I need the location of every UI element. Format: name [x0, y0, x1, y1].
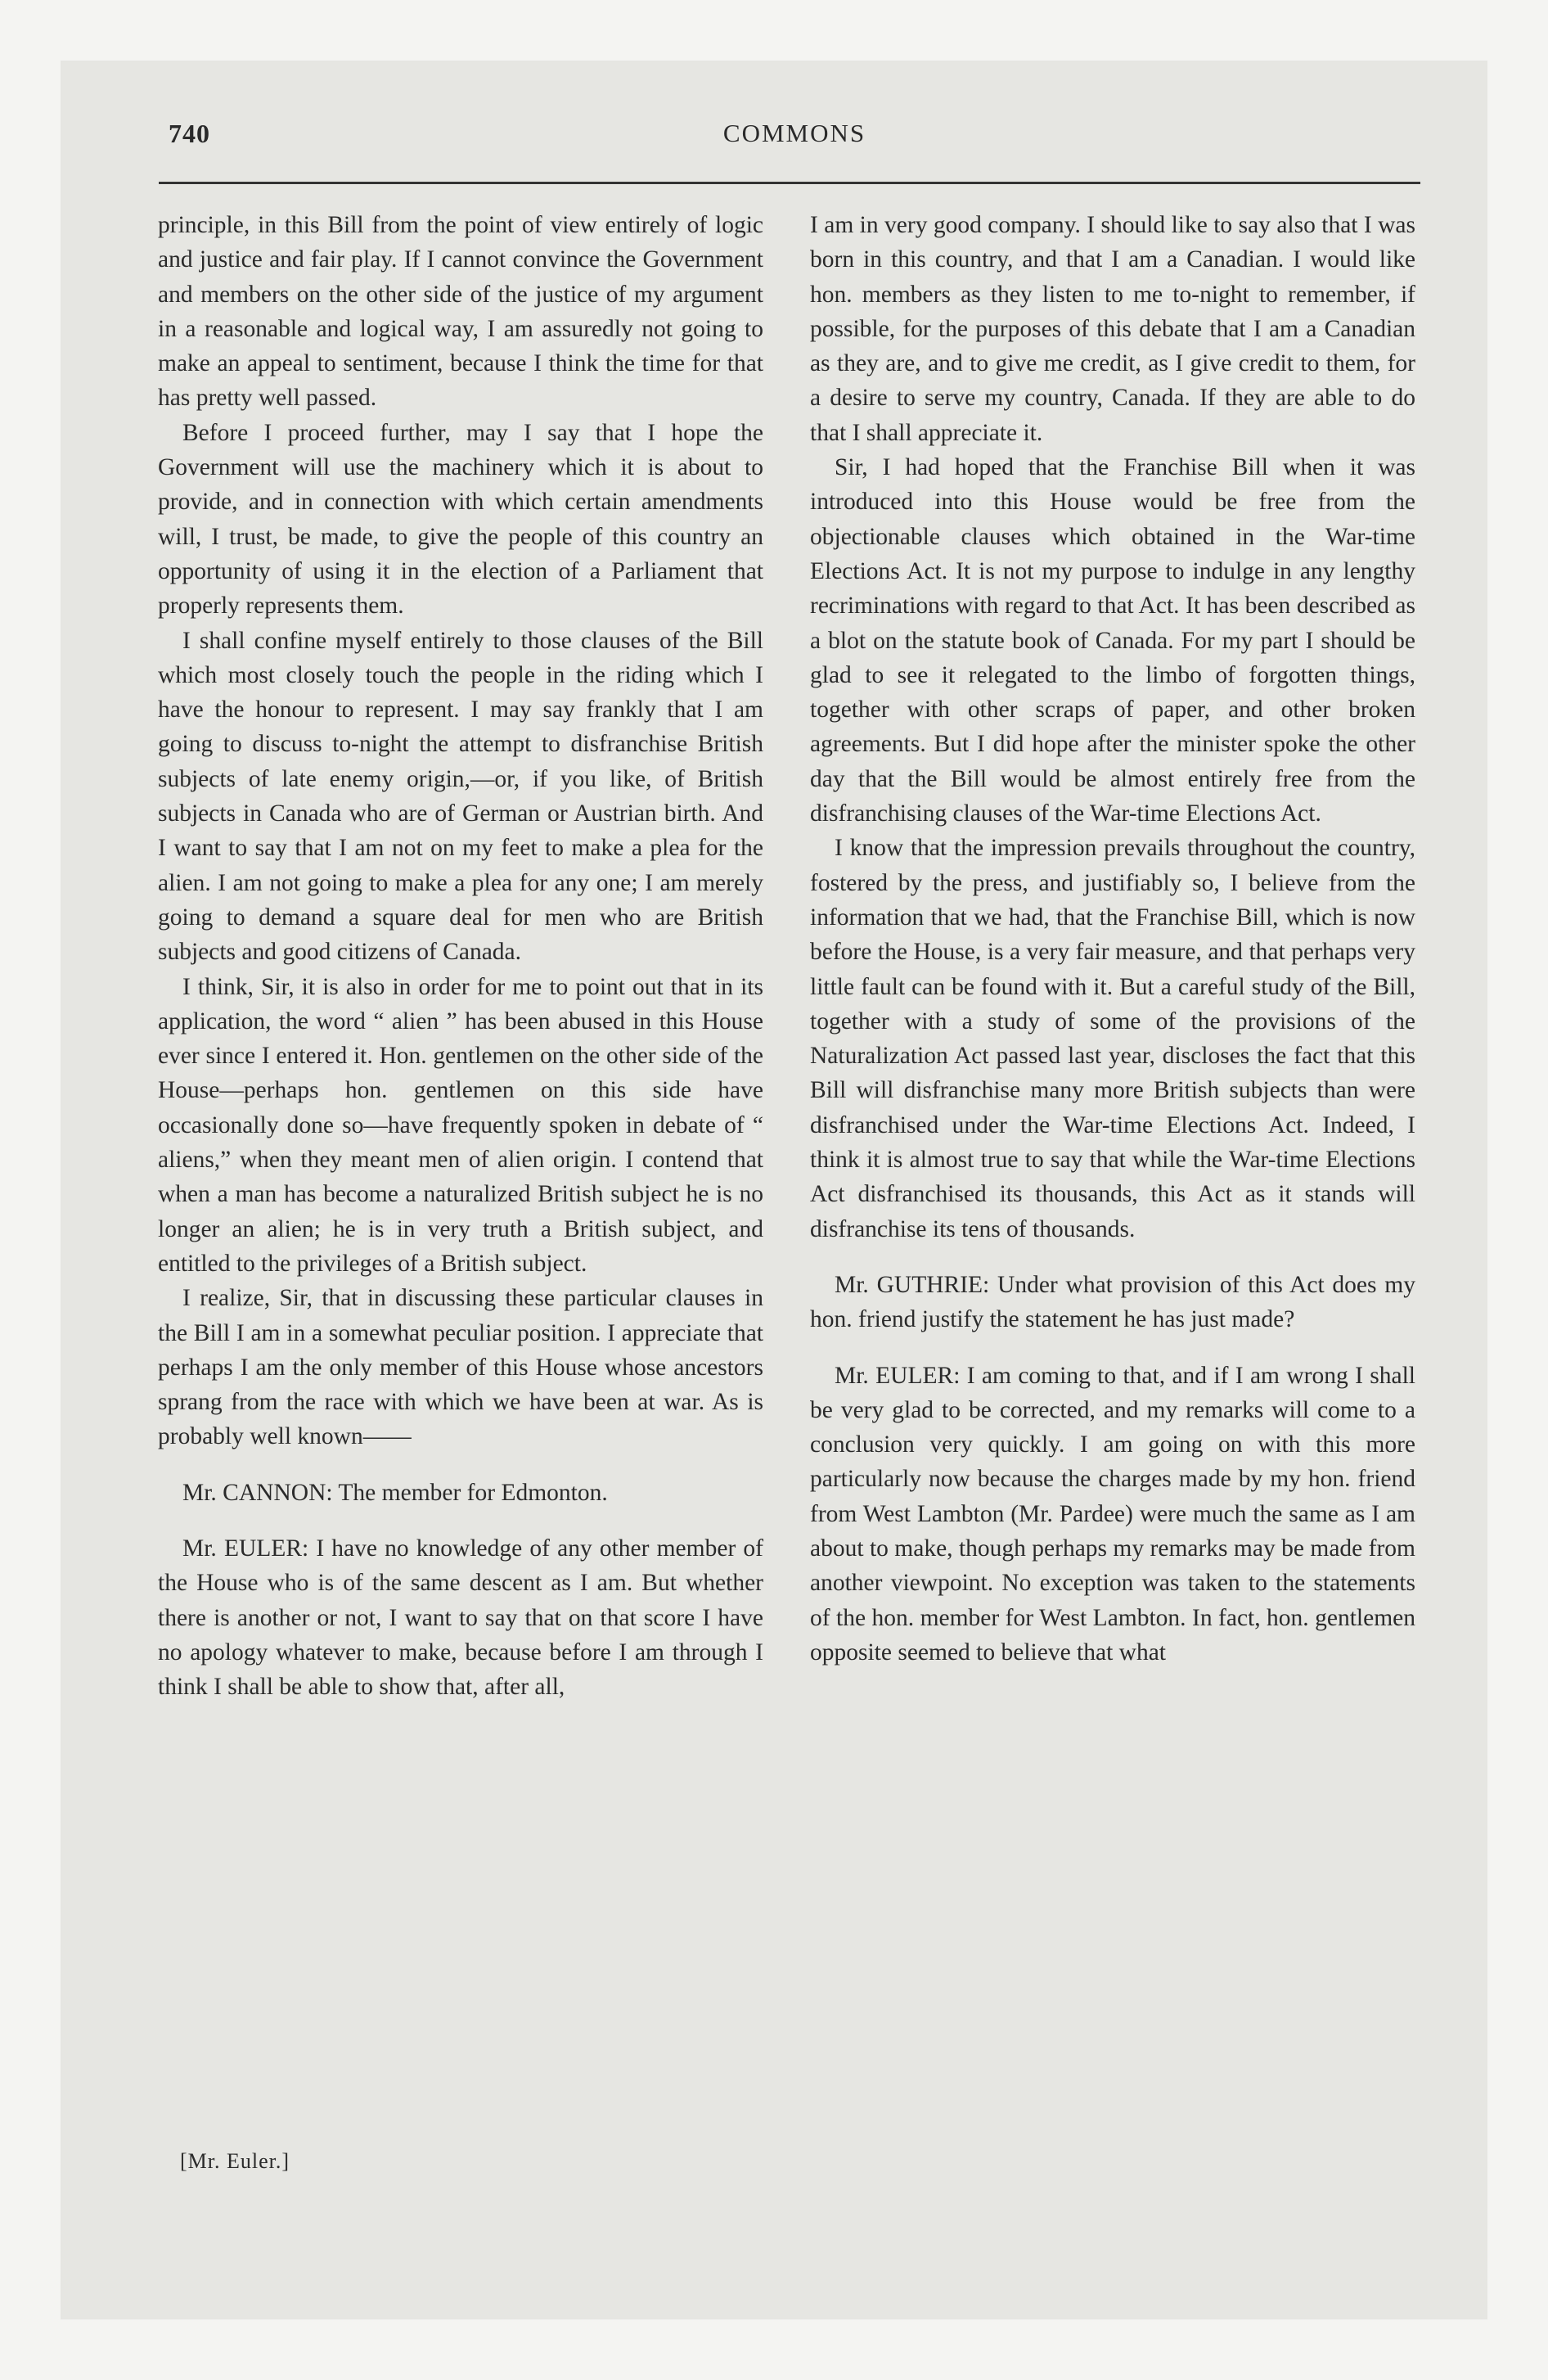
speaker-footer-note: [Mr. Euler.]	[180, 2149, 290, 2173]
speaker-paragraph: Mr. GUTHRIE: Under what provision of this Act does my hon. friend justify the statement he has just made?	[810, 1271, 1415, 1333]
paragraph: I know that the impression prevails throughout the country, fostered by the press, and justifiably so, I believe from the information that we had, that the Franchise Bill, which is now before the House, is a very fair measure, and that perhaps very little fault can be found with it. But a careful study of the Bill, together with a study of some of the provisions of the Naturalization Act passed last year, discloses the fact that this Bill will disfranchise many more British subjects than were disfranchised under the War-time Elections Act. Indeed, I think it is almost true to say that while the War-time Elections Act disfranchised its thousands, this Act as it stands will disfranchise its tens of thousands.	[810, 835, 1415, 1242]
paragraph: I am in very good company. I should like to say also that I was born in this country, and that I am a Canadian. I would like hon. members as they listen to me to-night to remember, if possible, for the purposes of this debate that I am a Canadian as they are, and to give me credit, as I give credit to them, for a desire to serve my country, Canada. If they are able to do that I shall appreciate it.	[810, 212, 1415, 446]
paragraph: I realize, Sir, that in discussing these particular clauses in the Bill I am in a somewhat peculiar position. I appreciate that perhaps I am the only member of this House whose ancestors sprang from the race with which we have been at war. As is probably well known——	[158, 1285, 763, 1450]
paragraph: Before I proceed further, may I say that I hope the Government will use the machinery which it is about to provide, and in connection with which certain amendments will, I trust, be made, to give the people of this country an opportunity of using it in the election of a Parliament that properly represents them.	[158, 419, 763, 620]
header-rule	[159, 182, 1420, 184]
speaker-paragraph: Mr. CANNON: The member for Edmonton.	[182, 1479, 608, 1506]
paragraph: I think, Sir, it is also in order for me to point out that in its application, the word “ alien ” has been abused in this House ever since I entered it. Hon. gentlemen on the other side of the House—perhaps hon. gentlemen on this side have occasionally done so—have frequently spoken in debate of “ aliens,” when they meant men of alien origin. I contend that when a man has become a naturalized British subject he is no longer an alien; he is in very truth a British subject, and entitled to the privileges of a British subject.	[158, 973, 763, 1277]
running-title: COMMONS	[722, 119, 866, 147]
left-column	[158, 208, 763, 1704]
speaker-paragraph: Mr. EULER: I am coming to that, and if I am wrong I shall be very glad to be corrected, and my remarks will come to a conclusion very quickly. I am going on with this more particularly now because the charges made by my hon. friend from West Lambton (Mr. Pardee) were much the same as I am about to make, though perhaps my remarks may be made from another viewpoint. No exception was taken to the statements of the hon. member for West Lambton. In fact, hon. gentlemen opposite seemed to believe that what	[810, 1362, 1415, 1666]
right-column	[810, 208, 1415, 1670]
paragraph: I shall confine myself entirely to those clauses of the Bill which most closely touch the people in the riding which I have the honour to represent. I may say frankly that I am going to discuss to-night the attempt to disfranchise British subjects of late enemy origin,—or, if you like, of British subjects in Canada who are of German or Austrian birth. And I want to say that I am not on my feet to make a plea for the alien. I am not going to make a plea for any one; I am merely going to demand a square deal for men who are British subjects and good citizens of Canada.	[158, 627, 763, 966]
page-header	[169, 119, 1420, 160]
page-number: 740	[169, 119, 210, 148]
speaker-paragraph: Mr. EULER: I have no knowledge of any other member of the House who is of the same descent as I am. But whether there is another or not, I want to say that on that score I have no apology whatever to make, because before I am through I think I shall be able to show that, after all,	[158, 1535, 763, 1701]
paragraph: principle, in this Bill from the point of view entirely of logic and justice and fair play. If I cannot convince the Government and members on the other side of the justice of my argument in a reasonable and logical way, I am assuredly not going to make an appeal to sentiment, because I think the time for that has pretty well passed.	[158, 212, 763, 412]
paragraph: Sir, I had hoped that the Franchise Bill when it was introduced into this House would be free from the objectionable clauses which obtained in the War-time Elections Act. It is not my purpose to indulge in any lengthy recriminations with regard to that Act. It has been described as a blot on the statute book of Canada. For my part I should be glad to see it relegated to the limbo of forgotten things, together with other scraps of paper, and other broken agreements. But I did hope after the minister spoke the other day that the Bill would be almost entirely free from the disfranchising clauses of the War-time Elections Act.	[810, 454, 1415, 827]
